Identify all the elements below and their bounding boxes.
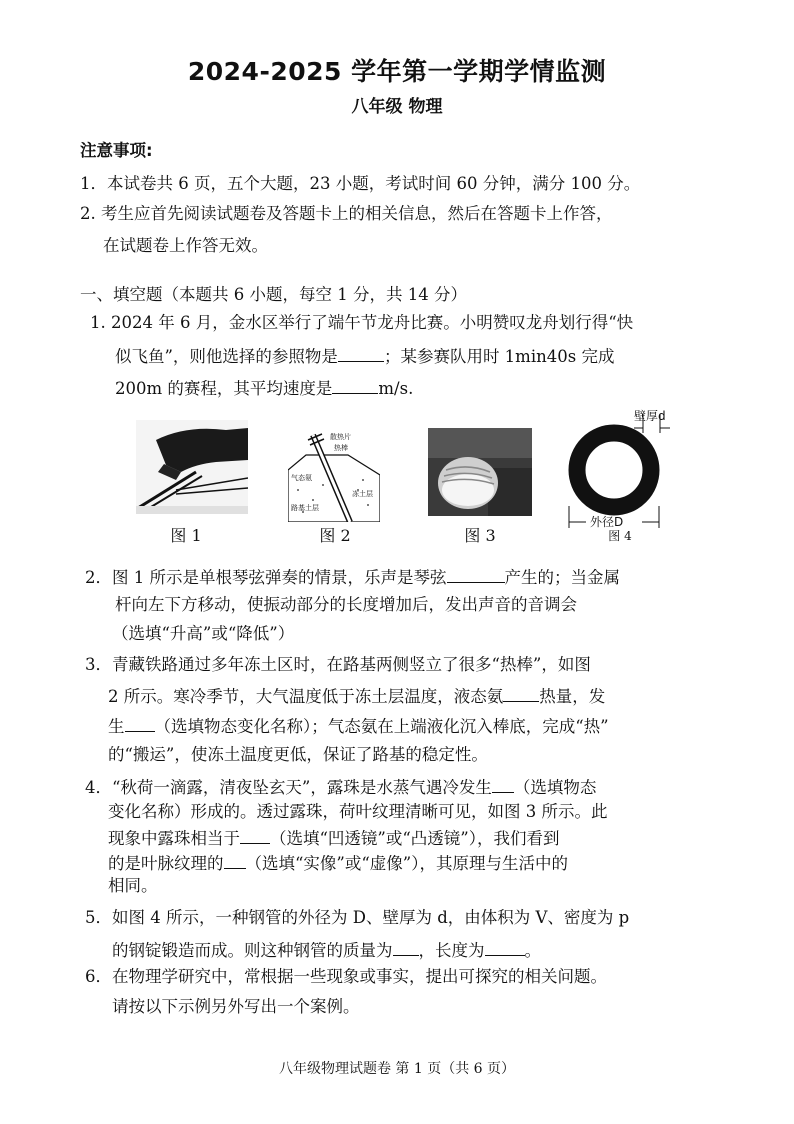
q6-line-2: 请按以下示例另外写出一个案例。 [112, 997, 360, 1016]
answer-blank [224, 854, 246, 869]
figure-4-caption: 图 4 [608, 529, 632, 543]
q3-text-3a: 生 [108, 717, 125, 736]
figure-2-caption: 图 2 [319, 526, 351, 545]
page-title: 2024-2025 学年第一学期学情监测 [187, 57, 607, 86]
q2-text-1b: 产生的；当金属 [504, 568, 620, 587]
figure-2-heat-pipe [288, 430, 380, 522]
answer-blank [125, 717, 155, 732]
figure-4-steel-pipe [566, 406, 674, 530]
q4-text-1a: 4．“秋荷一滴露，清夜坠玄天”，露珠是水蒸气遇冷发生 [85, 778, 492, 797]
notice-item-2: 2. 考生应首先阅读试题卷及答题卡上的相关信息，然后在答题卡上作答， [80, 204, 613, 223]
notice-heading: 注意事项: [80, 141, 153, 160]
q1-text-2a: 似飞鱼”，则他选择的参照物是 [115, 347, 338, 366]
page-footer: 八年级物理试题卷 第 1 页（共 6 页） [278, 1061, 516, 1077]
answer-blank [338, 347, 384, 362]
q1-line-2 [115, 347, 614, 366]
q1-text-3a: 200m 的赛程，其平均速度是 [115, 379, 333, 398]
q4-line-2: 变化名称）形成的。透过露珠，荷叶纹理清晰可见，如图 3 所示。此 [108, 802, 608, 821]
section-heading: 一、填空题（本题共 6 小题，每空 1 分，共 14 分） [80, 285, 467, 304]
fig2-label-rod: 热棒 [334, 444, 348, 452]
q4-line-1 [85, 778, 596, 797]
q4-text-4b: （选填“实像”或“虚像”），其原理与生活中的 [245, 854, 568, 873]
answer-blank [332, 379, 378, 394]
q2-line-2: 杆向左下方移动，使振动部分的长度增加后，发出声音的音调会 [115, 595, 577, 614]
q4-text-3b: （选填“凹透镜”或“凸透镜”），我们看到 [270, 829, 560, 848]
q1-text-3b: m/s. [378, 379, 414, 398]
fig4-label-wall: 壁厚d [634, 409, 666, 423]
figure-3-caption: 图 3 [464, 526, 496, 545]
q1-text-2b: ；某参赛队用时 1min40s 完成 [383, 347, 615, 366]
figure-1-guitar-string [136, 420, 248, 514]
fig2-label-ground2: 路基土层 [291, 504, 319, 512]
q2-line-1 [85, 568, 620, 587]
q3-text-2b: 热量，发 [539, 687, 606, 706]
notice-item-2-cont: 在试题卷上作答无效。 [103, 236, 268, 255]
q3-text-3b: （选填物态变化名称）；气态氨在上端液化沉入棒底，完成“热” [154, 717, 609, 736]
q3-text-2a: 2 所示。寒冷季节，大气温度低于冻土层温度，液态氨 [108, 687, 504, 706]
fig2-label-top: 散热片 [330, 433, 351, 441]
q2-line-3: （选填“升高”或“降低”） [112, 624, 295, 643]
q1-line-1: 1. 2024 年 6 月，金水区举行了端午节龙舟比赛。小明赞叹龙舟划行得“快 [90, 313, 634, 332]
answer-blank [393, 941, 419, 956]
q5-line-1: 5．如图 4 所示，一种钢管的外径为 D、壁厚为 d，由体积为 V、密度为 p [85, 908, 630, 927]
q4-text-3a: 现象中露珠相当于 [108, 829, 240, 848]
figure-1-caption: 图 1 [170, 526, 202, 545]
q4-text-1b: （选填物态 [513, 778, 597, 797]
q4-line-3 [108, 829, 560, 848]
answer-blank [447, 568, 505, 583]
fig2-label-ground: 冻土层 [352, 490, 373, 498]
q4-text-4a: 的是叶脉纹理的 [108, 854, 224, 873]
fig2-label-gas: 气态氨 [291, 474, 312, 482]
q3-line-2 [108, 687, 605, 706]
figure-3-dew-drop [428, 428, 532, 516]
notice-item-1: 1．本试卷共 6 页，五个大题，23 小题，考试时间 60 分钟，满分 100 分。 [80, 174, 641, 193]
q1-line-3 [115, 379, 413, 398]
q6-line-1: 6．在物理学研究中，常根据一些现象或事实，提出可探究的相关问题。 [85, 967, 607, 986]
q3-line-3 [108, 717, 609, 736]
page-subtitle: 八年级 物理 [351, 97, 443, 117]
q5-text-2a: 的钢锭锻造而成。则这种钢管的质量为 [112, 941, 393, 960]
answer-blank [492, 778, 514, 793]
q3-line-1: 3．青藏铁路通过多年冻土区时，在路基两侧竖立了很多“热棒”，如图 [85, 655, 591, 674]
answer-blank [503, 687, 539, 702]
answer-blank [240, 829, 270, 844]
q4-line-4 [108, 854, 568, 873]
q3-line-4: 的“搬运”，使冻土温度更低，保证了路基的稳定性。 [108, 745, 488, 764]
q5-text-2c: 。 [524, 941, 541, 960]
q2-text-1a: 2．图 1 所示是单根琴弦弹奏的情景，乐声是琴弦 [85, 568, 447, 587]
q4-line-5: 相同。 [108, 876, 158, 895]
answer-blank [485, 941, 525, 956]
q5-text-2b: ，长度为 [418, 941, 485, 960]
fig4-label-outer: 外径D [590, 515, 624, 529]
q5-line-2 [112, 941, 541, 960]
